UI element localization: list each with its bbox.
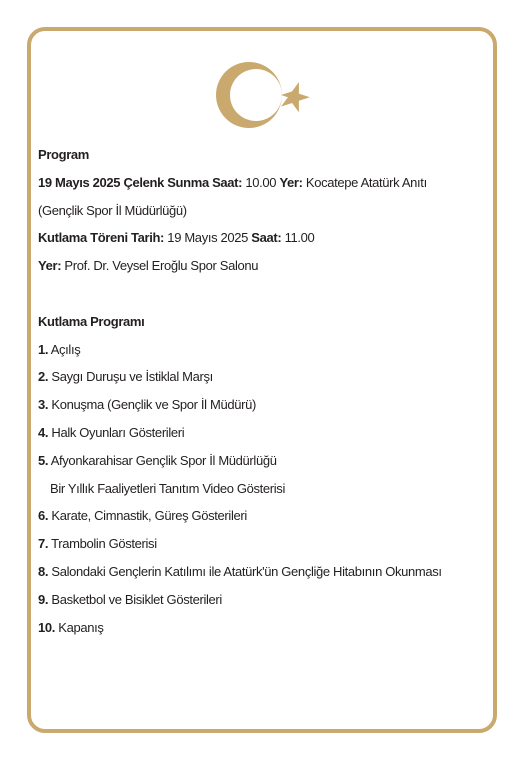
time-value: 11.00 (281, 230, 315, 246)
venue-value: Prof. Dr. Veysel Eroğlu Spor Salonu (61, 258, 259, 274)
spacer (38, 285, 511, 313)
celebration-heading: Kutlama Programı (38, 313, 145, 329)
program-content (38, 146, 511, 646)
ceremony-line (38, 229, 511, 257)
wreath-time: 10.00 (242, 174, 280, 190)
list-item: 10. Kapanış (38, 619, 104, 635)
list-item: 9. Basketbol ve Bisiklet Gösterileri (38, 591, 222, 607)
crescent-star-icon (216, 60, 316, 130)
ceremony-label: Kutlama Töreni Tarih: (38, 230, 165, 246)
list-item: 3. Konuşma (Gençlik ve Spor İl Müdürü) (38, 397, 256, 413)
wreath-label: 19 Mayıs 2025 Çelenk Sunma Saat: (38, 174, 243, 190)
list-item: 1. Açılış (38, 341, 81, 357)
program-heading: Program (38, 147, 90, 162)
place-value: Kocatepe Atatürk Anıtı (302, 174, 427, 190)
time-label: Saat: (251, 230, 282, 246)
place-sub: (Gençlik Spor İl Müdürlüğü) (38, 202, 187, 218)
venue-line (38, 257, 511, 285)
place-label: Yer: (279, 174, 303, 190)
list-item: 5. Afyonkarahisar Gençlik Spor İl Müdürlüğü (38, 452, 277, 468)
wreath-line (38, 174, 511, 202)
list-item: 8. Salondaki Gençlerin Katılımı ile Atatürk'ün Gençliğe Hitabının Okunması (38, 563, 442, 579)
list-item: 6. Karate, Cimnastik, Güreş Gösterileri (38, 508, 247, 524)
list-item-continuation: Bir Yıllık Faaliyetleri Tanıtım Video Gösterisi (50, 480, 285, 496)
list-item: 4. Halk Oyunları Gösterileri (38, 424, 185, 440)
ceremony-date: 19 Mayıs 2025 (164, 230, 252, 246)
list-item: 7. Trambolin Gösterisi (38, 536, 157, 552)
venue-label: Yer: (38, 258, 62, 274)
list-item: 2. Saygı Duruşu ve İstiklal Marşı (38, 369, 213, 385)
